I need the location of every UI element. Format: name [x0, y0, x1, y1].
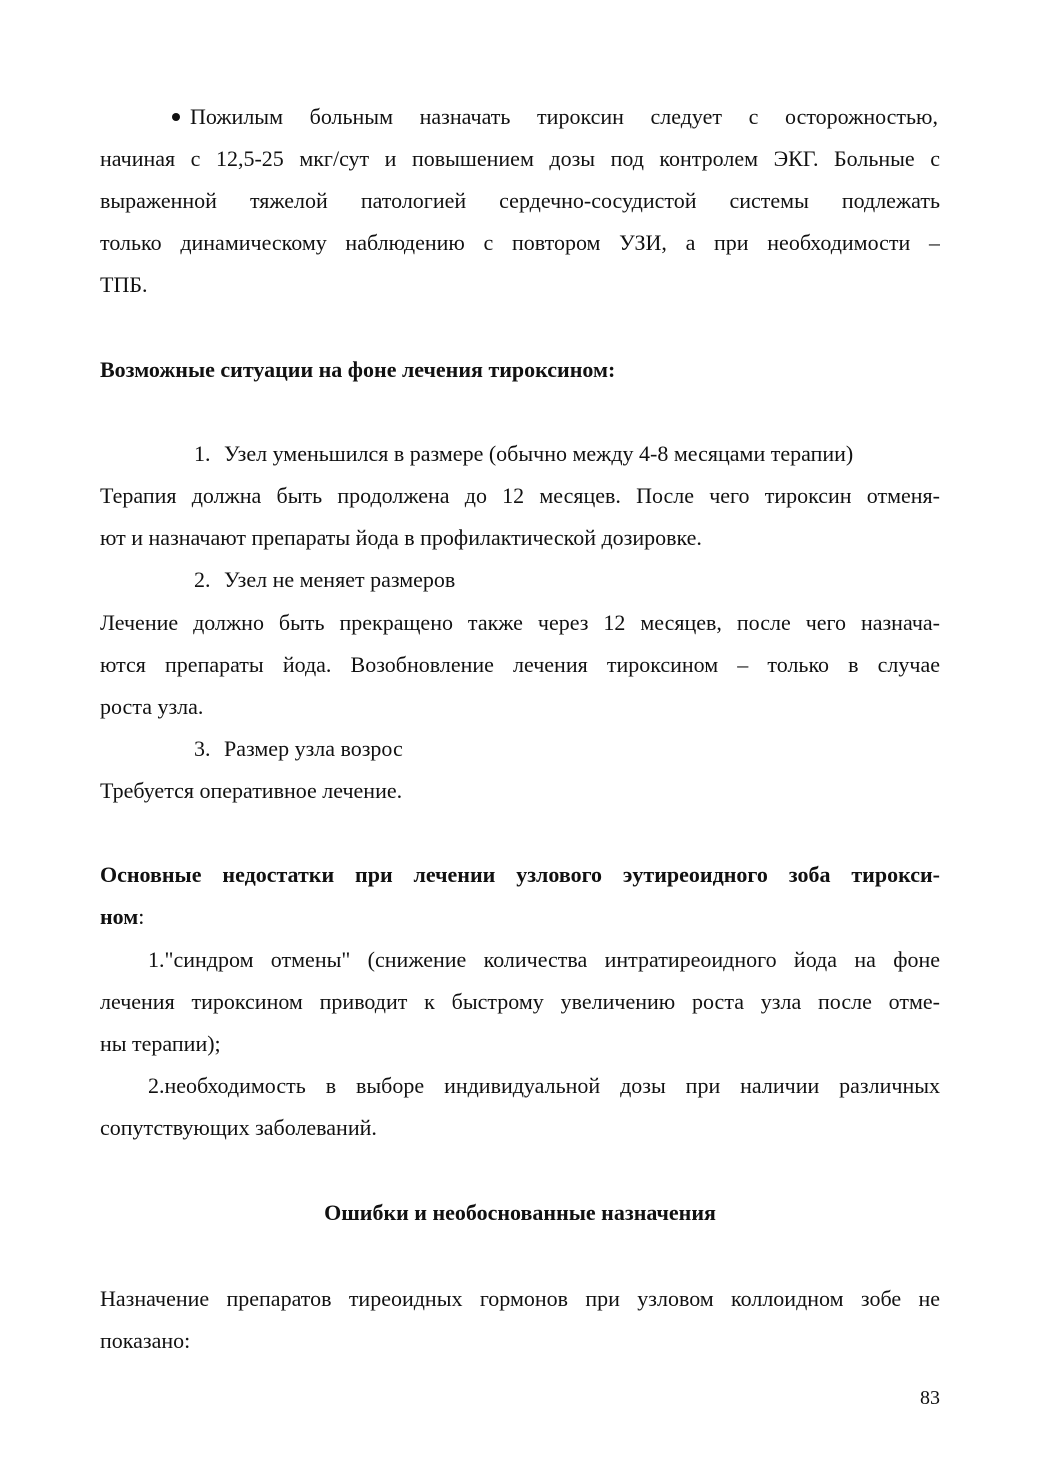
situation-1-number: 1. [194, 441, 211, 466]
situation-2-title-text: Узел не меняет размеров [224, 567, 456, 592]
drawback-2-line-2: сопутствующих заболеваний. [100, 1115, 377, 1140]
situation-2-text-3: роста узла. [100, 694, 204, 719]
last-para-line-2: показано: [100, 1328, 191, 1353]
situation-1-title [194, 441, 853, 467]
para1-line-3: выраженной тяжелой патологией сердечно-сосудистой системы подлежать [100, 188, 940, 213]
page-number: 83 [920, 1387, 940, 1409]
situation-3-number: 3. [194, 736, 211, 761]
last-para-line-1: Назначение препаратов тиреоидных гормонов при узловом коллоидном зобе не [100, 1286, 940, 1311]
heading-drawbacks-colon: : [138, 904, 145, 929]
heading-errors: Ошибки и необоснованные назначения [324, 1200, 716, 1225]
heading-drawbacks-line-1: Основные недостатки при лечении узлового эутиреоидного зоба тирокси- [100, 862, 940, 887]
drawback-1-line-2: лечения тироксином приводит к быстрому увеличению роста узла после отме- [100, 989, 940, 1014]
heading-situations: Возможные ситуации на фоне лечения тироксином: [100, 357, 616, 382]
situation-2-text-2: ются препараты йода. Возобновление лечения тироксином – только в случае [100, 652, 940, 677]
para1-line-2: начиная с 12,5-25 мкг/сут и повышением дозы под контролем ЭКГ. Больные с [100, 146, 940, 171]
drawback-1-line-3: ны терапии); [100, 1031, 221, 1056]
para1-line-5: ТПБ. [100, 272, 148, 297]
situation-2-title [194, 567, 455, 593]
situation-1-text-2: ют и назначают препараты йода в профилактической дозировке. [100, 525, 702, 550]
situation-1-text-1: Терапия должна быть продолжена до 12 месяцев. После чего тироксин отменя- [100, 483, 940, 508]
situation-3-text-1: Требуется оперативное лечение. [100, 778, 403, 803]
drawback-2-line-1: 2.необходимость в выборе индивидуальной дозы при наличии различных [148, 1073, 940, 1098]
situation-1-title-text: Узел уменьшился в размере (обычно между 4-8 месяцами терапии) [224, 441, 854, 466]
situation-3-title [194, 736, 403, 762]
heading-drawbacks-line-2 [100, 904, 144, 930]
situation-2-text-1: Лечение должно быть прекращено также через 12 месяцев, после чего назнача- [100, 610, 940, 635]
bullet-text-1: Пожилым больным назначать тироксин следует с осторожностью, [190, 104, 938, 129]
bullet-icon [172, 113, 180, 121]
situation-2-number: 2. [194, 567, 211, 592]
heading-drawbacks-tail: ном [100, 904, 139, 929]
bullet-line-1 [172, 104, 938, 130]
para1-line-4: только динамическому наблюдению с повтором УЗИ, а при необходимости – [100, 230, 940, 255]
drawback-1-line-1: 1."синдром отмены" (снижение количества интратиреоидного йода на фоне [148, 947, 940, 972]
situation-3-title-text: Размер узла возрос [224, 736, 403, 761]
